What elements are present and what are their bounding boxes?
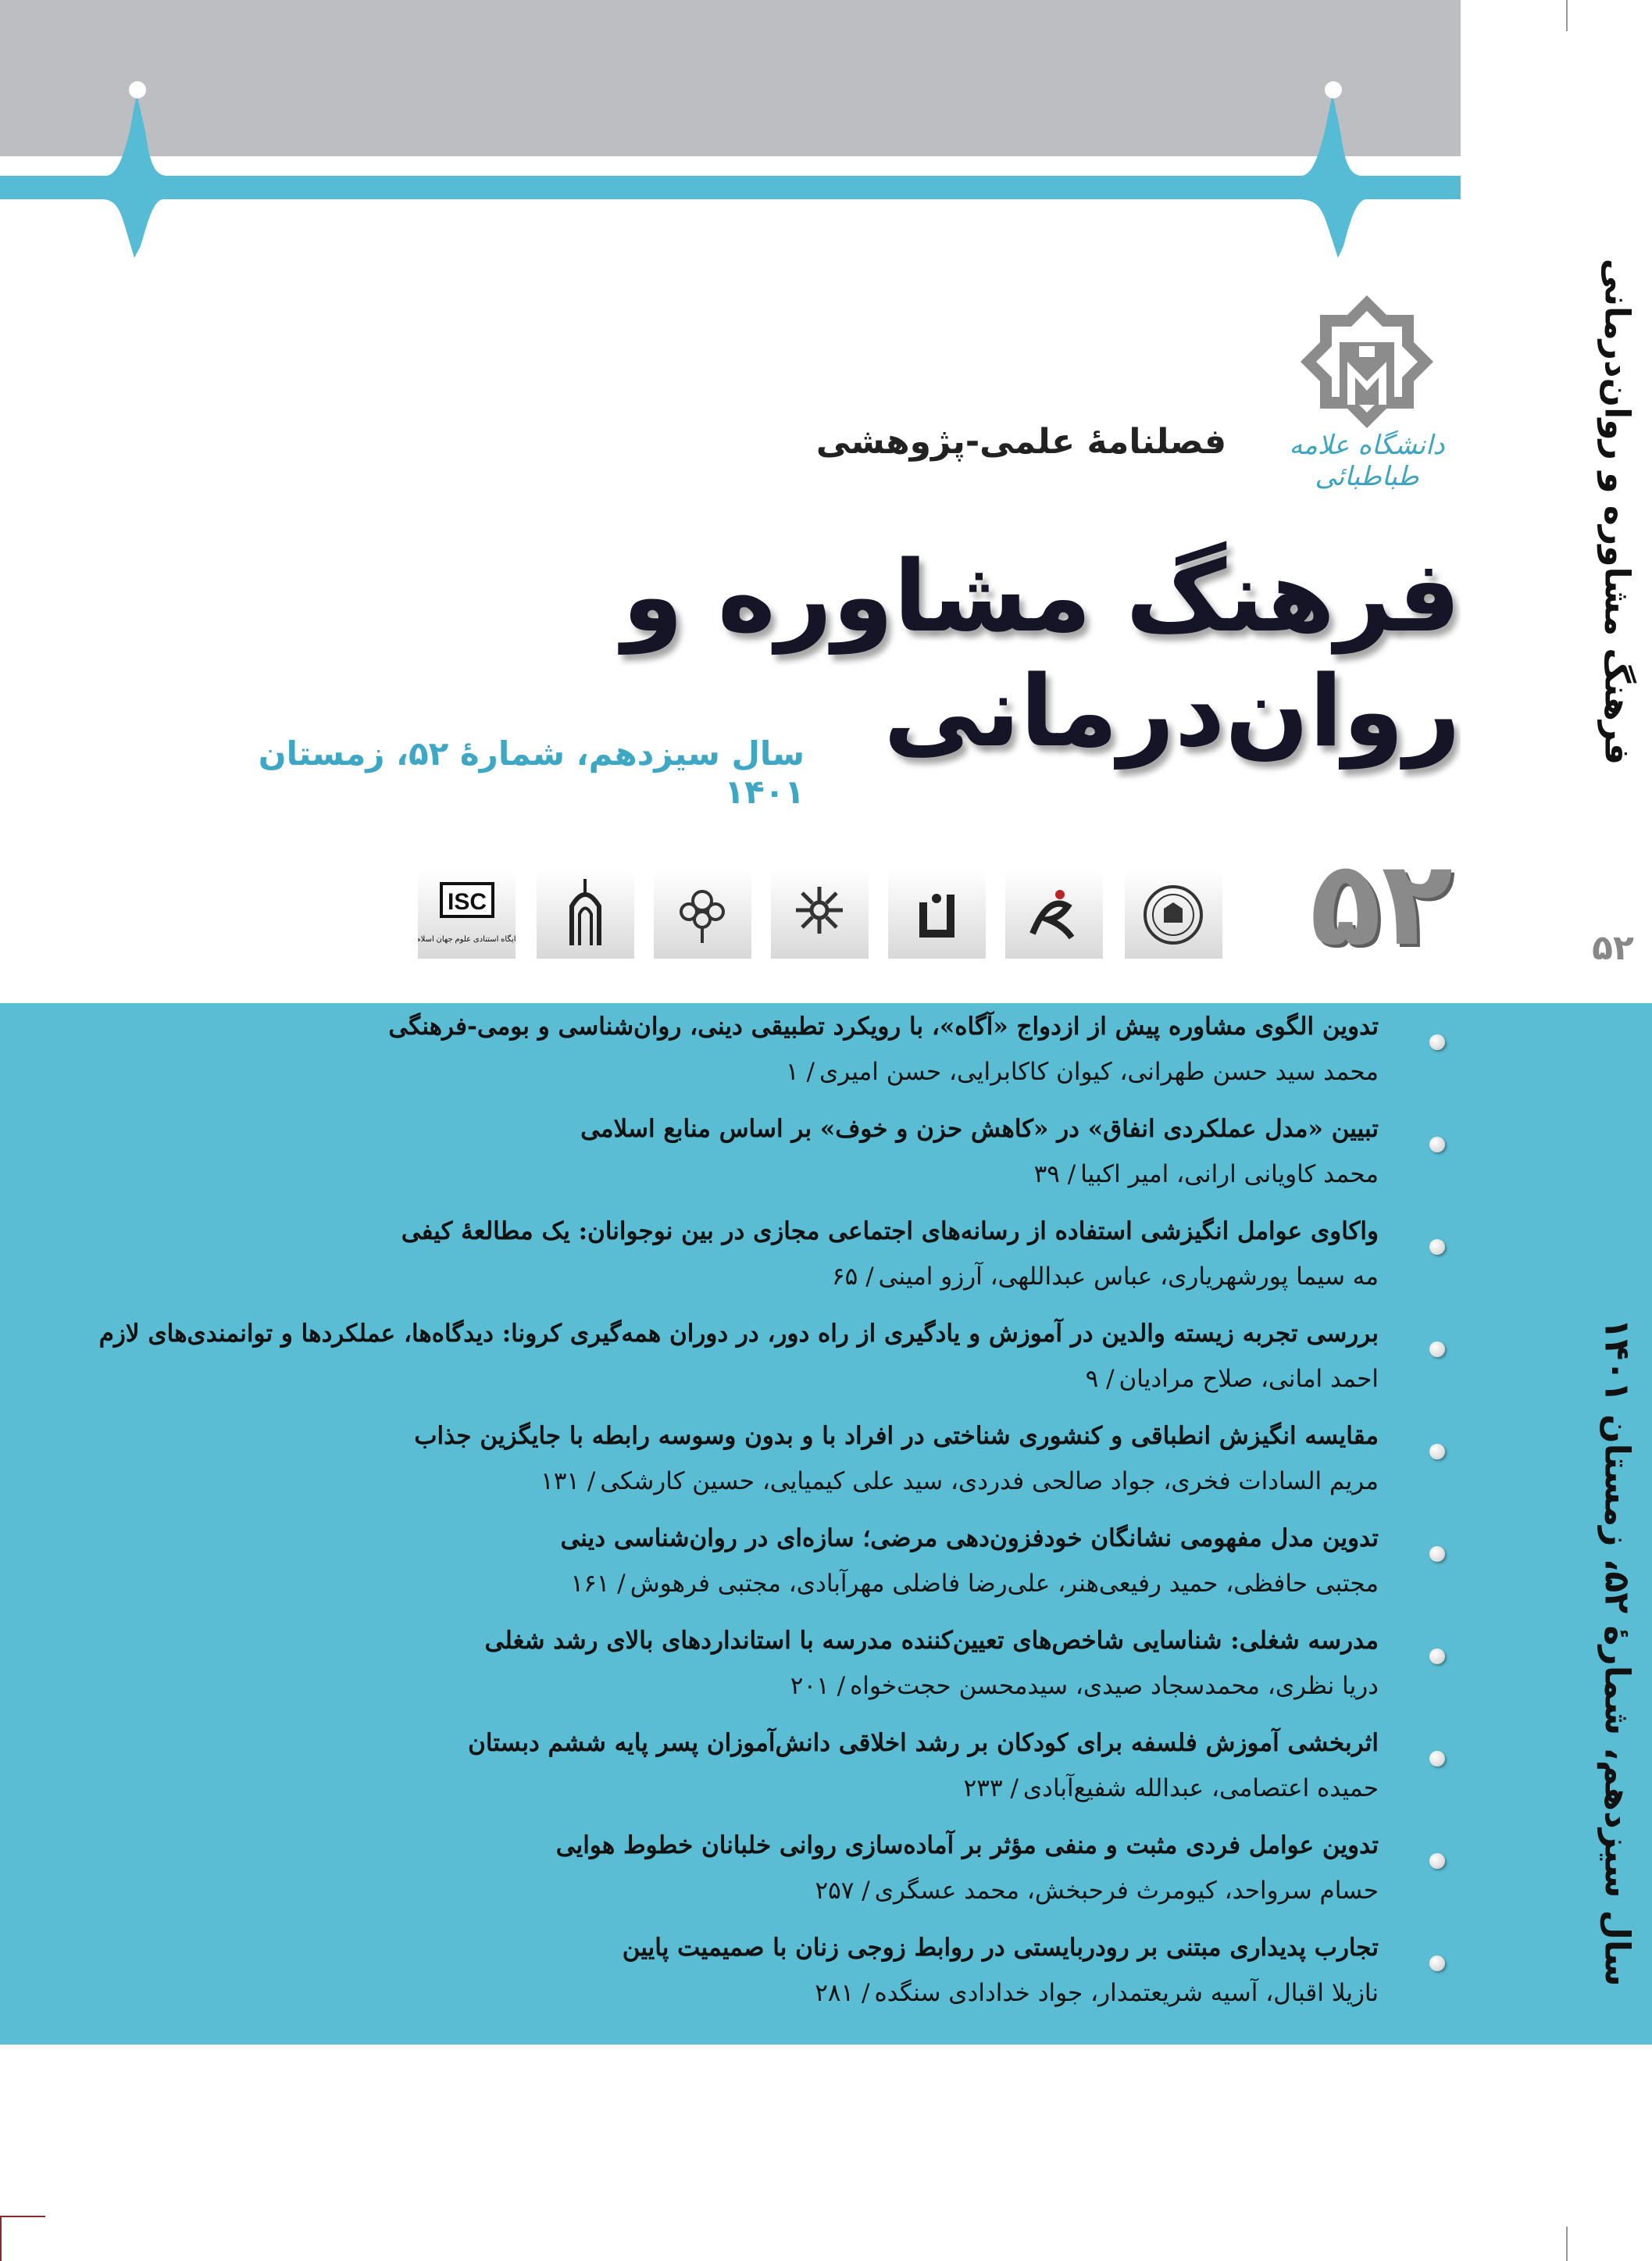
toc-item[interactable] [125,1934,1422,2036]
article-authors [815,1979,1379,2007]
university-name: دانشگاه علامه طباطبائی [1289,430,1445,492]
partner-logo-6 [1005,871,1103,959]
spine-issue-text: سال سیزدهم، شمارهٔ ۵۲، زمستان ۱۴۰۱ [1597,1318,1637,1987]
bullet-icon [1429,1341,1445,1357]
article-title: تدوین مدل مفهومی نشانگان خودفزون‌دهی مرضی؛ سازه‌ای در روان‌شناسی دینی [560,1524,1379,1552]
bullet-icon [1429,1853,1445,1869]
toc-item[interactable] [125,1729,1422,1831]
page-number: / ۶۵ [832,1263,874,1291]
authors-text: احمد امانی، صلاح مرادیان [1119,1365,1379,1393]
article-authors [786,1058,1379,1086]
page-number: / ۱۳۱ [541,1467,596,1495]
spine-title-text: فرهنگ مشاوره و روان‌درمانی [1597,258,1637,766]
issue-number: ۵۲ [1309,836,1453,972]
bullet-icon [1429,1444,1445,1459]
article-authors [832,1263,1379,1291]
authors-text: حمیده اعتصامی، عبدالله شفیع‌آبادی [1022,1774,1379,1802]
page-number: / ۲۸۱ [815,1979,870,2007]
spine-title [1593,258,1640,766]
university-logo [1297,288,1437,444]
toc-item[interactable] [125,1217,1422,1320]
page-number: / ۱۶۱ [570,1570,626,1598]
page-number: / ۲۰۱ [790,1672,846,1700]
page-number: / ۱ [785,1058,815,1086]
article-title: مقایسه انگیزش انطباقی و کنشوری شناختی در افراد با و بدون وسوسه رابطه با جایگزین جذاب [414,1422,1379,1450]
bullet-icon [1429,1034,1445,1050]
bullet-icon [1429,1546,1445,1562]
journal-kicker: فصلنامهٔ علمی-پژوهشی [815,422,1226,462]
toc-item[interactable] [98,1320,1422,1422]
partner-logo-5 [888,871,986,959]
article-title: تدوین عوامل فردی مثبت و منفی مؤثر بر آماده‌سازی روانی خلبانان خطوط هوایی [555,1831,1379,1859]
partner-logo-4 [771,871,869,959]
article-authors [571,1570,1379,1598]
toc-item[interactable] [125,1115,1422,1217]
authors-text: محمد سید حسن طهرانی، کیوان کاکابرایی، حسن امیری [819,1058,1379,1086]
authors-text: مریم السادات فخری، جواد صالحی فدردی، سید علی کیمیایی، حسین کارشکی [600,1467,1379,1495]
journal-title: فرهنگ مشاوره و روان‌درمانی [622,539,1461,769]
crop-mark [1566,2227,1568,2261]
page-number: / ۳۹ [1033,1160,1076,1188]
article-title: اثربخشی آموزش فلسفه برای کودکان بر رشد اخلاقی دانش‌آموزان پسر پایه ششم دبستان [468,1729,1379,1757]
article-authors [1034,1160,1379,1188]
page-number: / ۲۵۷ [815,1877,870,1905]
bullet-icon [1429,1137,1445,1152]
partner-logo-3 [654,871,751,959]
toc-item[interactable] [125,1831,1422,1934]
isc-logo [418,871,516,959]
spine-issue-number: ۵۲ [1592,928,1634,968]
article-title: تدوین الگوی مشاوره پیش از ازدواج «آگاه»، با رویکرد تطبیقی دینی، روان‌شناسی و بومی-فرهنگی [388,1013,1379,1041]
article-title: تبیین «مدل عملکردی انفاق» در «کاهش حزن و خوف» بر اساس منابع اسلامی [580,1115,1379,1143]
toc-item[interactable] [125,1524,1422,1627]
authors-text: نازیلا اقبال، آسیه شریعتمدار، جواد خدادادی سنگده [874,1979,1379,2007]
page-number: / ۹ [1085,1365,1115,1393]
bullet-icon [1429,1751,1445,1766]
article-title: مدرسه شغلی: شناسایی شاخص‌های تعیین‌کننده مدرسه با استانداردهای بالای رشد شغلی [484,1627,1379,1655]
heartbeat-wave [0,63,1461,258]
article-authors [541,1467,1379,1495]
authors-text: دریا نظری، محمدسجاد صیدی، سیدمحسن حجت‌خواه [850,1672,1379,1700]
bullet-icon [1429,1648,1445,1664]
article-title: تجارب پدیداری مبتنی بر رودربایستی در روابط زوجی زنان با صمیمیت پایین [622,1934,1379,1962]
partner-logos [418,871,1230,959]
issue-line: سال سیزدهم، شمارهٔ ۵۲، زمستان ۱۴۰۱ [258,734,805,811]
article-authors [790,1672,1379,1700]
authors-text: مجتبی حافظی، حمید رفیعی‌هنر، علی‌رضا فاضلی مهرآبادی، مجتبی فرهوش [630,1570,1379,1598]
toc-item[interactable] [125,1627,1422,1729]
page-number: / ۲۳۳ [963,1774,1019,1802]
isc-caption: پایگاه استنادی علوم جهان اسلام [418,935,516,944]
partner-logo-7 [1125,871,1222,959]
authors-text: حسام سرواحد، کیومرث فرحبخش، محمد عسگری [874,1877,1379,1905]
article-authors [964,1774,1379,1802]
spine-issue-line [1586,1318,1648,1987]
article-authors [1086,1365,1379,1393]
article-title: بررسی تجربه زیسته والدین در آموزش و یادگیری از راه دور، در دوران همه‌گیری کرونا: دیدگاه‌ها، عملکردها و توانمندی‌های لازم [98,1320,1379,1348]
toc-item[interactable] [125,1013,1422,1115]
authors-text: مه سیما پورشهریاری، عباس عبداللهی، آرزو امینی [878,1263,1379,1291]
article-authors [815,1877,1379,1905]
bullet-icon [1429,1956,1445,1971]
toc-item[interactable] [125,1422,1422,1524]
bullet-icon [1429,1239,1445,1255]
authors-text: محمد کاویانی ارانی، امیر اکبیا [1080,1160,1379,1188]
partner-logo-2 [537,871,634,959]
crop-mark [1566,0,1568,31]
article-title: واکاوی عوامل انگیزشی استفاده از رسانه‌های اجتماعی مجازی در بین نوجوانان: یک مطالعهٔ کیفی [401,1217,1379,1245]
table-of-contents [98,1013,1422,2036]
isc-label: ISC [447,889,487,915]
